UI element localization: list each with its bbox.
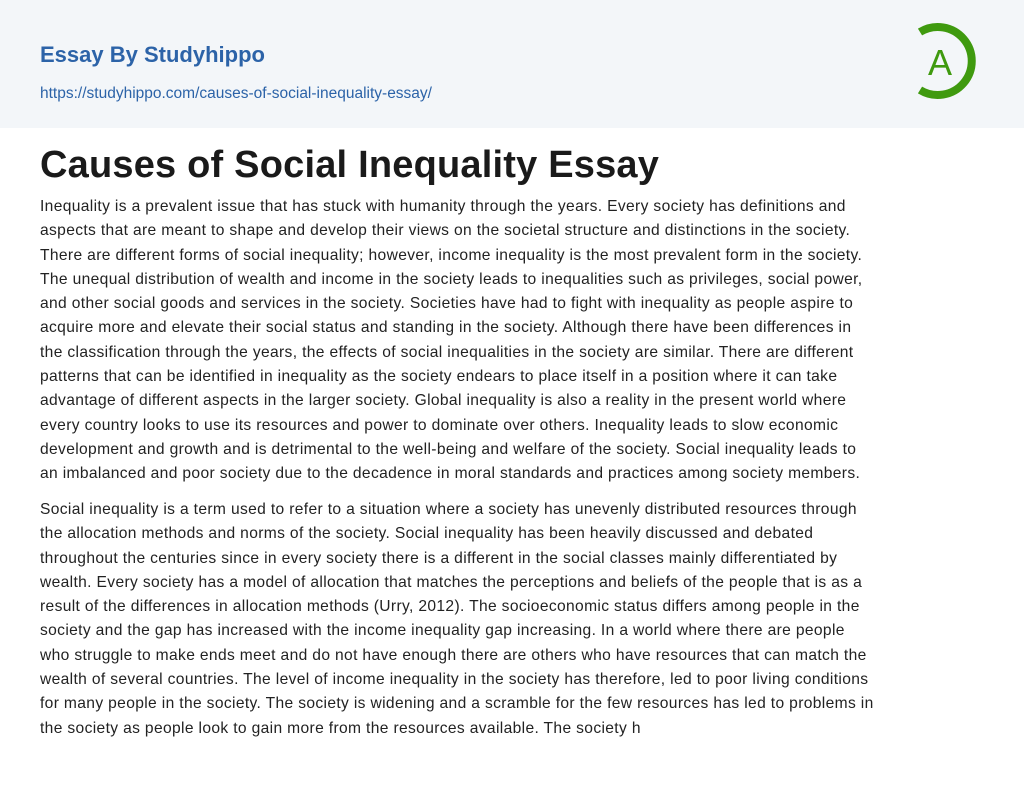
paragraph-line: wealth of several countries. The level of income inequality in the society has therefore, led to poor living conditions [40, 671, 869, 689]
logo-letter: A [927, 42, 953, 83]
paragraph-line: the allocation methods and norms of the society. Social inequality has been heavily discussed and debated [40, 525, 814, 543]
brand-title: Essay By Studyhippo [40, 42, 265, 67]
page-title: Causes of Social Inequality Essay [40, 144, 660, 186]
paragraph-line: wealth. Every society has a model of allocation that matches the perceptions and beliefs of the people that is as a [40, 573, 863, 591]
paragraph-line: and other social goods and services in the society. Societies have had to fight with inequality as people aspire to [40, 295, 854, 313]
paragraph-line: patterns that can be identified in inequality as the society endears to place itself in a position where it can take [40, 368, 838, 386]
paragraph-line: The unequal distribution of wealth and income in the society leads to inequalities such as privileges, social power, [40, 270, 863, 288]
paragraph-line: Social inequality is a term used to refer to a situation where a society has unevenly distributed resources through [40, 501, 857, 518]
paragraph-line: advantage of different aspects in the larger society. Global inequality is also a reality in the present world where [40, 392, 847, 410]
essay-paragraph-2 [40, 498, 1000, 741]
paragraph-line: Inequality is a prevalent issue that has stuck with humanity through the years. Every society has definitions and [40, 198, 846, 215]
site-header [0, 0, 1024, 128]
paragraph-line: development and growth and is detrimental to the well-being and welfare of the society. Social inequality leads to [40, 440, 857, 458]
paragraph-line: aspects that are meant to shape and develop their views on the societal structure and distinctions in the society. [40, 222, 851, 240]
essay-paragraph-1 [40, 195, 1000, 487]
paragraph-line: every country looks to use its resources and power to dominate over others. Inequality leads to slow economic [40, 416, 839, 434]
essay-url-link[interactable]: https://studyhippo.com/causes-of-social-inequality-essay/ [40, 85, 432, 102]
paragraph-line: society and the gap has increased with the income inequality gap increasing. In a world where there are people [40, 622, 845, 640]
paragraph-line: an imbalanced and poor society due to the decadence in moral standards and practices among society members. [40, 465, 861, 483]
paragraph-line: for many people in the society. The society is widening and a scramble for the few resources has led to problems in [40, 695, 874, 713]
studyhippo-logo-icon[interactable] [910, 18, 986, 104]
paragraph-line: who struggle to make ends meet and do not have enough there are others who have resources that can match the [40, 646, 867, 664]
paragraph-line: result of the differences in allocation methods (Urry, 2012). The socioeconomic status differs among people in the [40, 598, 860, 616]
paragraph-line: throughout the centuries since in every society there is a different in the social classes mainly differentiated by [40, 549, 838, 567]
paragraph-line: the classification through the years, the effects of social inequalities in the society are similar. There are different [40, 343, 854, 361]
paragraph-line: acquire more and elevate their social status and standing in the society. Although there have been differences in [40, 319, 852, 337]
paragraph-line: the society as people look to gain more from the resources available. The society h [40, 719, 641, 737]
paragraph-line: There are different forms of social inequality; however, income inequality is the most prevalent form in the society. [40, 246, 863, 264]
